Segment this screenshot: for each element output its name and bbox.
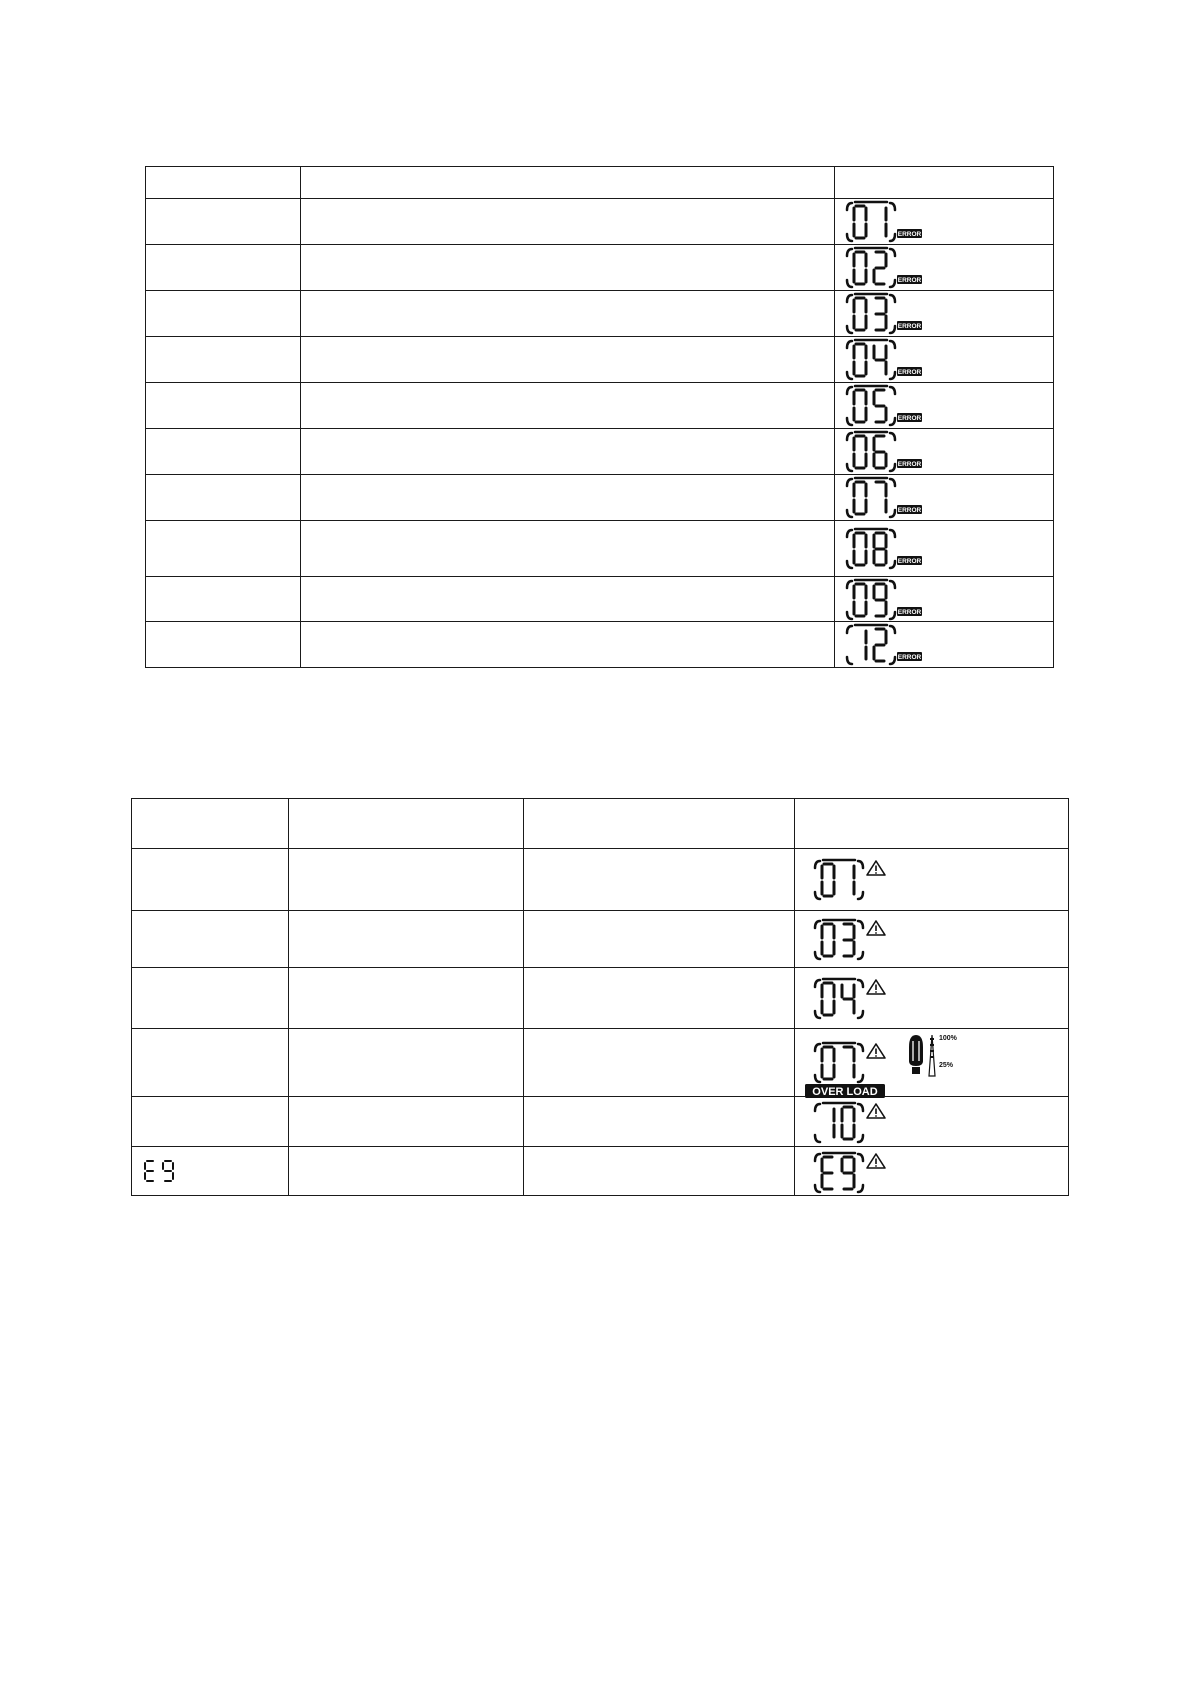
- error-code-lcd-icon: [845, 622, 925, 668]
- warning-code-lcd-icon: [813, 856, 895, 904]
- lcd-code-digits: [854, 206, 886, 238]
- warning-code-lcd-icon: [813, 916, 895, 964]
- load-level-high: 100%: [939, 1035, 957, 1042]
- fault-icon-cell: [835, 199, 1054, 245]
- fault-event-cell: [301, 521, 835, 577]
- warning-code-header: [132, 799, 289, 849]
- warning-code-cell: [132, 1097, 289, 1147]
- warning-code-lcd-icon: [813, 1099, 895, 1147]
- error-badge-label: ERROR: [897, 415, 922, 423]
- fault-table-row: [146, 291, 1054, 337]
- fault-code-cell: [146, 245, 301, 291]
- warning-icon-cell: [795, 968, 1069, 1029]
- fault-event-cell: [301, 475, 835, 521]
- overload-badge-label: OVER LOAD: [812, 1086, 878, 1098]
- fault-code-cell: [146, 291, 301, 337]
- fault-event-cell: [301, 622, 835, 668]
- lcd-code-digits: [854, 584, 886, 616]
- fault-table-row: [146, 475, 1054, 521]
- warning-icon-cell: [795, 1147, 1069, 1196]
- fault-code-cell: [146, 622, 301, 668]
- fault-event-cell: [301, 337, 835, 383]
- lcd-code-digits: [854, 436, 886, 468]
- warning-icon-cell: [795, 849, 1069, 911]
- warning-table-row: [132, 1097, 1069, 1147]
- lcd-code-digits: [854, 344, 886, 376]
- error-badge-label: ERROR: [897, 323, 922, 331]
- lcd-code-digits: [822, 983, 854, 1015]
- lcd-code-digits: [822, 864, 854, 896]
- warning-alarm-cell: [524, 968, 795, 1029]
- error-badge-label: ERROR: [897, 369, 922, 377]
- warning-code-glyph: [142, 1159, 182, 1185]
- fault-event-cell: [301, 245, 835, 291]
- warning-triangle-icon: [867, 921, 885, 935]
- lcd-code-digits: [866, 629, 886, 661]
- lcd-code-digits: [822, 1157, 854, 1189]
- lcd-code-digits: [854, 390, 886, 422]
- fault-icon-cell: [835, 429, 1054, 475]
- error-code-lcd-icon: [845, 383, 925, 429]
- error-badge-label: ERROR: [897, 608, 922, 616]
- fault-table-row: [146, 577, 1054, 622]
- warning-table-row: [132, 968, 1069, 1029]
- error-code-lcd-icon: [845, 429, 925, 475]
- fault-icon-cell: [835, 577, 1054, 622]
- error-badge-label: ERROR: [897, 654, 922, 662]
- fault-icon-cell: [835, 245, 1054, 291]
- warning-event-cell: [289, 1029, 524, 1097]
- lcd-code-digits: [854, 298, 886, 330]
- warning-alarm-cell: [524, 911, 795, 968]
- lcd-code-digits: [854, 252, 886, 284]
- fault-code-cell: [146, 521, 301, 577]
- fault-icon-cell: [835, 383, 1054, 429]
- warning-icon-cell: [795, 1029, 1069, 1097]
- fault-event-cell: [301, 383, 835, 429]
- warning-alarm-cell: [524, 849, 795, 911]
- warning-icon-cell: [795, 911, 1069, 968]
- fault-code-cell: [146, 199, 301, 245]
- fault-icon-cell: [835, 337, 1054, 383]
- lcd-code-digits: [822, 924, 854, 956]
- fault-table-row: [146, 429, 1054, 475]
- fault-code-cell: [146, 429, 301, 475]
- fault-event-cell: [301, 199, 835, 245]
- warning-triangle-icon: [867, 980, 885, 994]
- fault-code-cell: [146, 383, 301, 429]
- error-code-lcd-icon: [845, 337, 925, 383]
- fault-event-header: [301, 167, 835, 199]
- error-code-lcd-icon: [845, 526, 925, 572]
- error-code-lcd-icon: [845, 475, 925, 521]
- fault-icon-cell: [835, 291, 1054, 337]
- warning-code-cell: [132, 968, 289, 1029]
- warning-code-lcd-icon: [813, 1149, 895, 1197]
- fault-table-row: [146, 622, 1054, 668]
- fault-table-row: [146, 245, 1054, 291]
- warning-event-cell: [289, 911, 524, 968]
- warning-event-cell: [289, 849, 524, 911]
- fault-icon-cell: [835, 475, 1054, 521]
- warning-event-cell: [289, 1147, 524, 1196]
- lcd-code-digits: [834, 1107, 854, 1139]
- warning-event-cell: [289, 968, 524, 1029]
- fault-table-row: [146, 337, 1054, 383]
- fault-table-row: [146, 199, 1054, 245]
- warning-alarm-cell: [524, 1029, 795, 1097]
- warning-code-cell: [132, 911, 289, 968]
- warning-code-cell: [132, 849, 289, 911]
- warning-table-row: [132, 911, 1069, 968]
- fault-icon-header: [835, 167, 1054, 199]
- fault-code-header: [146, 167, 301, 199]
- fault-code-cell: [146, 577, 301, 622]
- fault-event-cell: [301, 291, 835, 337]
- error-badge-label: ERROR: [897, 507, 922, 515]
- lcd-code-digits: [854, 533, 886, 565]
- warning-code-table: [131, 798, 1069, 1196]
- lcd-code-digits: [854, 482, 886, 514]
- error-code-lcd-icon: [845, 245, 925, 291]
- warning-icon-cell: [795, 1097, 1069, 1147]
- fault-table-row: [146, 521, 1054, 577]
- fault-icon-cell: [835, 521, 1054, 577]
- warning-table-row: [132, 1029, 1069, 1097]
- error-code-lcd-icon: [845, 199, 925, 245]
- load-level-low: 25%: [939, 1062, 954, 1069]
- warning-table-header-row: [132, 799, 1069, 849]
- warning-alarm-header: [524, 799, 795, 849]
- warning-triangle-icon: [867, 1154, 885, 1168]
- warning-table-body: [132, 799, 1069, 1196]
- warning-triangle-icon: [867, 1104, 885, 1118]
- error-code-lcd-icon: [845, 291, 925, 337]
- error-badge-label: ERROR: [897, 558, 922, 566]
- light-bulb-icon: [909, 1035, 923, 1074]
- warning-code-cell: [132, 1147, 289, 1196]
- warning-alarm-cell: [524, 1147, 795, 1196]
- fault-code-cell: [146, 475, 301, 521]
- error-code-lcd-icon: [845, 577, 925, 623]
- warning-triangle-icon: [867, 861, 885, 875]
- fault-code-table: [145, 166, 1054, 668]
- warning-table-row: [132, 1147, 1069, 1196]
- error-badge-label: ERROR: [897, 231, 922, 239]
- fault-table-header-row: [146, 167, 1054, 199]
- fault-code-cell: [146, 337, 301, 383]
- warning-event-header: [289, 799, 524, 849]
- warning-icon-header: [795, 799, 1069, 849]
- warning-code-lcd-icon: [813, 975, 895, 1023]
- fault-table-row: [146, 383, 1054, 429]
- overload-indicator: [805, 1031, 955, 1099]
- warning-event-cell: [289, 1097, 524, 1147]
- warning-code-cell: [132, 1029, 289, 1097]
- fault-event-cell: [301, 577, 835, 622]
- load-level-bars: [929, 1035, 935, 1076]
- fault-table-body: [146, 167, 1054, 668]
- warning-table-row: [132, 849, 1069, 911]
- fault-icon-cell: [835, 622, 1054, 668]
- warning-alarm-cell: [524, 1097, 795, 1147]
- error-badge-label: ERROR: [897, 277, 922, 285]
- fault-event-cell: [301, 429, 835, 475]
- error-badge-label: ERROR: [897, 461, 922, 469]
